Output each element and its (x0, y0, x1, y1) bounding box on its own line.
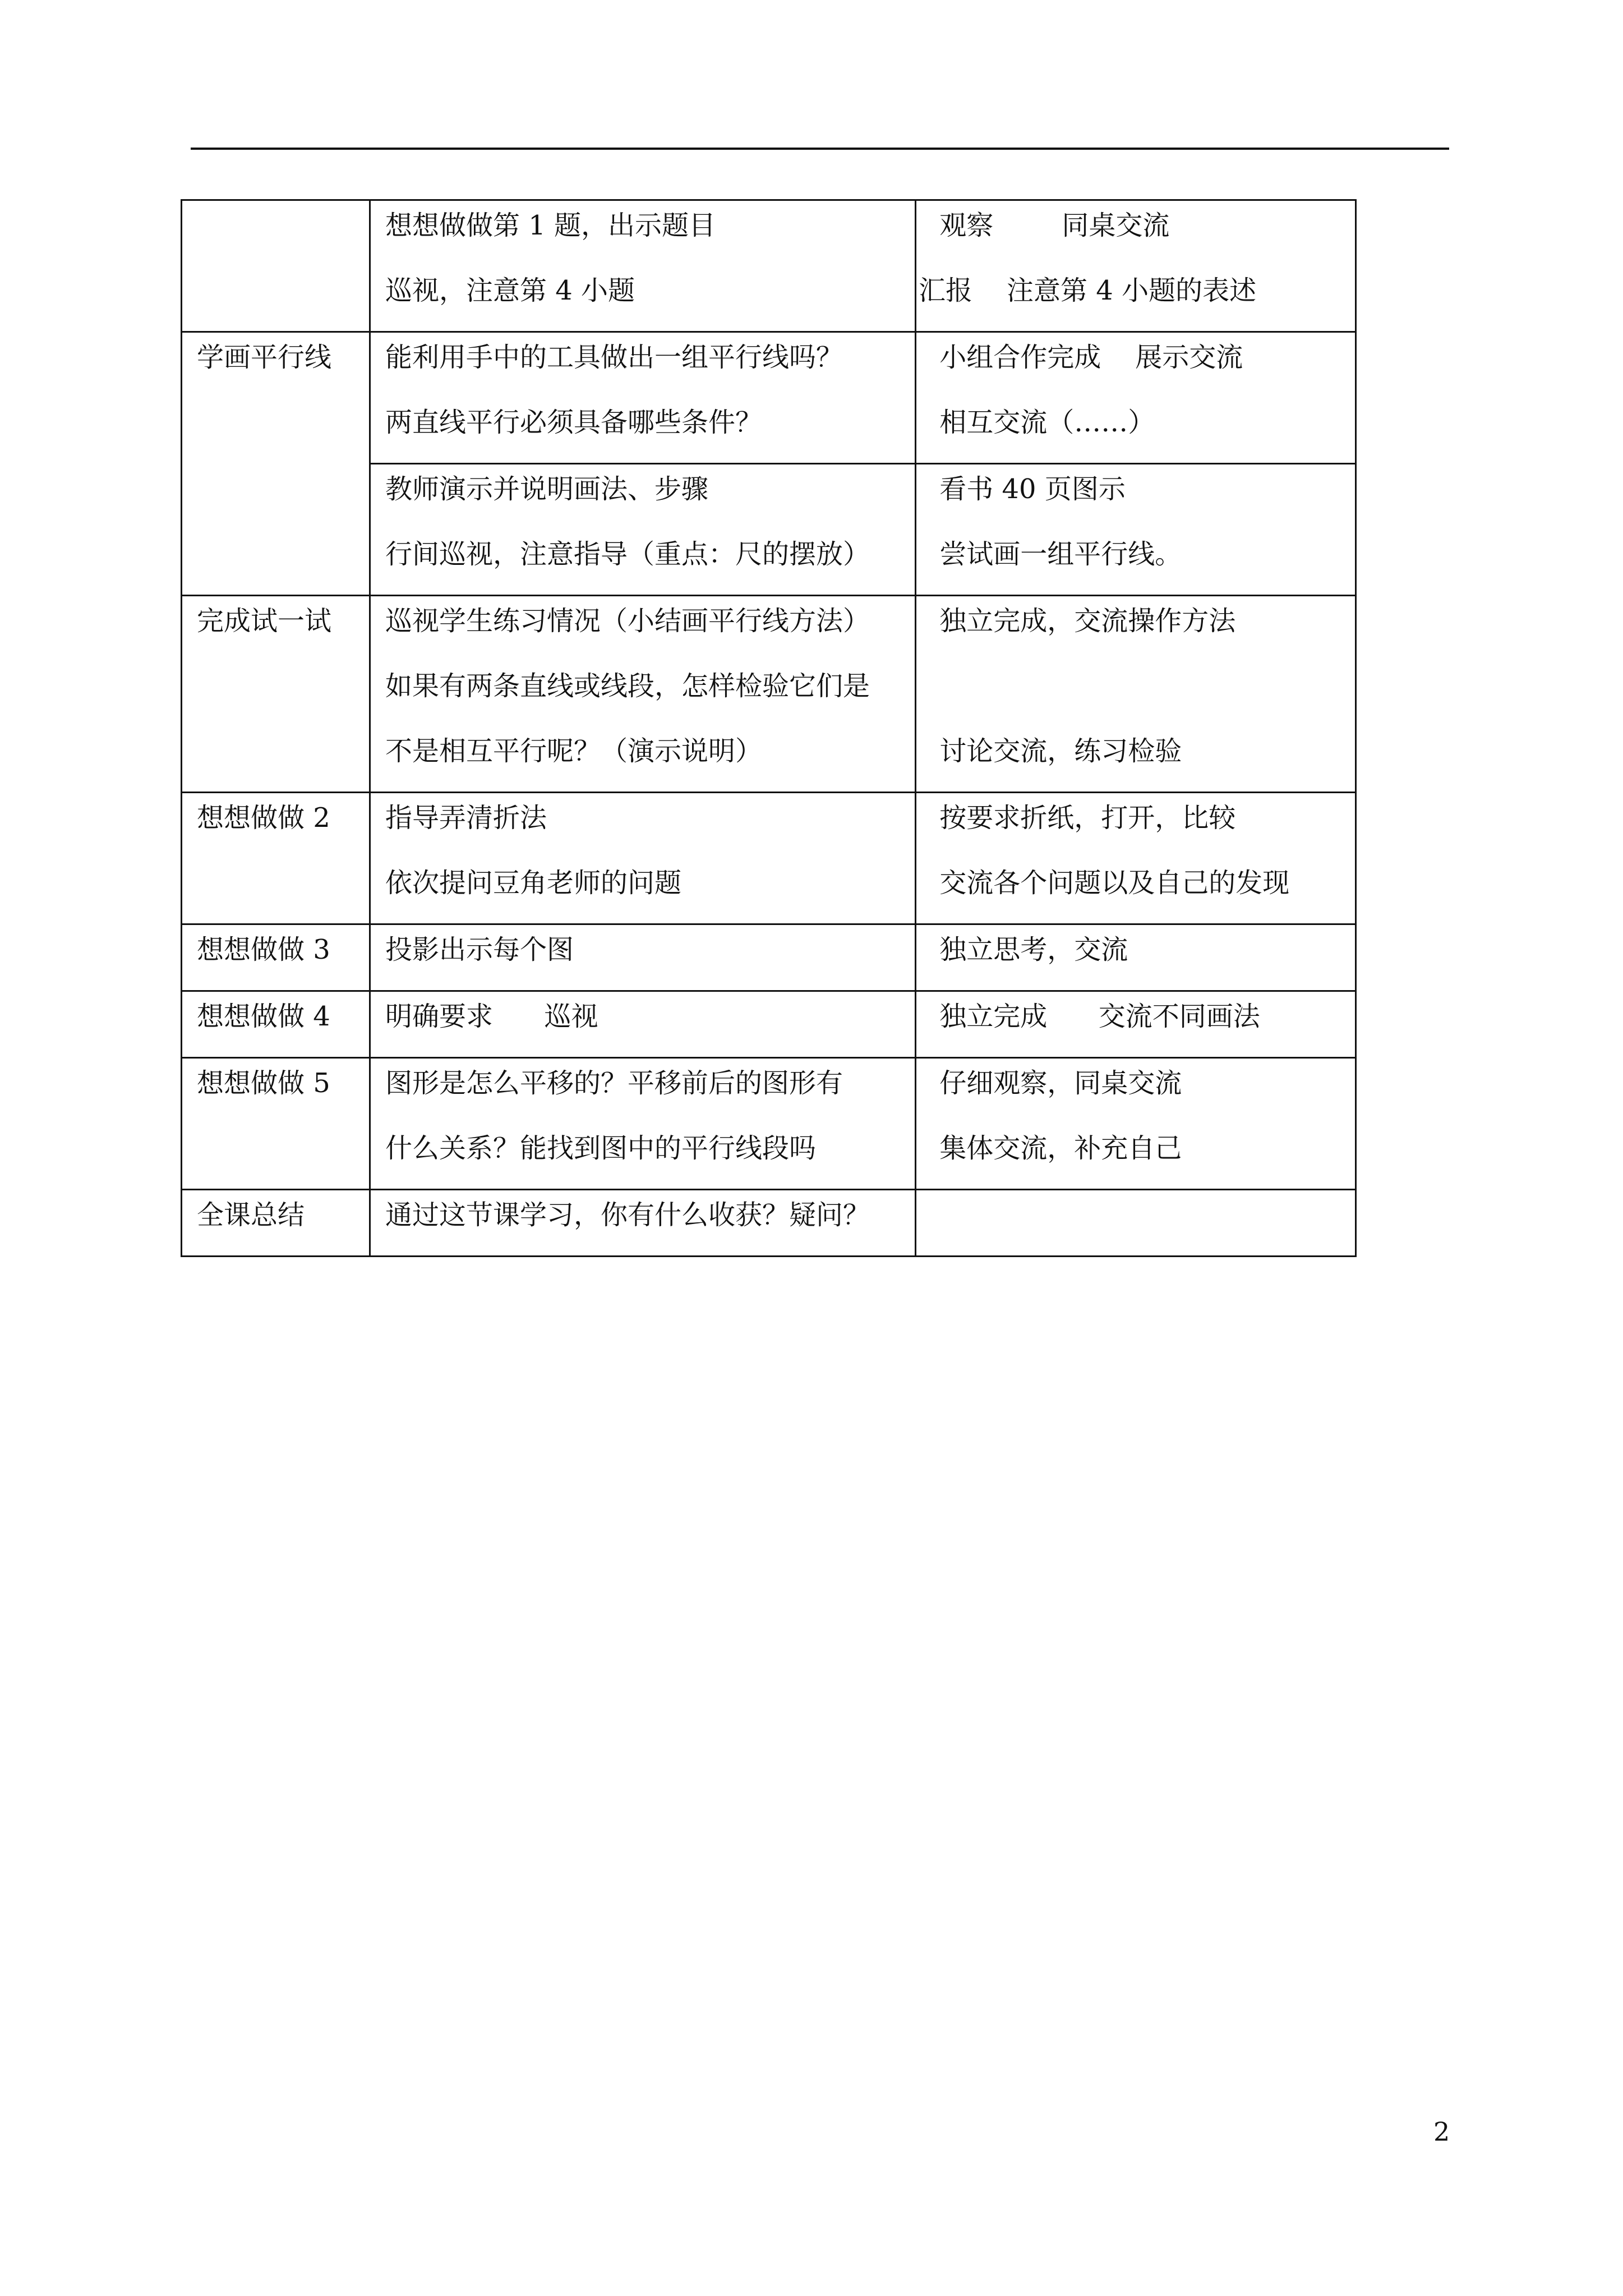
teacher-activity-line: 投影出示每个图 (385, 934, 574, 965)
teacher-activity-line: 巡视学生练习情况（小结画平行线方法） (385, 605, 870, 637)
student-activity-line: 交流各个问题以及自己的发现 (931, 867, 1290, 899)
stage-cell (182, 924, 370, 991)
stage-cell (182, 332, 370, 596)
student-activity-line: 相互交流（……） (931, 407, 1155, 438)
stage-cell (182, 1058, 370, 1190)
student-activity-line: 小组合作完成 展示交流 (931, 342, 1243, 373)
stage-label: 想想做做 4 (197, 1001, 330, 1032)
student-activity-line: 独立完成 交流不同画法 (931, 1001, 1260, 1032)
teacher-activity-line: 巡视，注意第 4 小题 (385, 275, 635, 306)
stage-label: 学画平行线 (197, 342, 332, 373)
teacher-activity-cell (370, 332, 916, 464)
teacher-activity-line: 想想做做第 1 题，出示题目 (385, 210, 716, 241)
student-activity-line: 集体交流，补充自己 (931, 1133, 1182, 1164)
student-activity-line: 讨论交流，练习检验 (931, 735, 1182, 767)
table-row (182, 596, 1356, 793)
teacher-activity-cell (370, 991, 916, 1058)
table-row (182, 924, 1356, 991)
teacher-activity-cell (370, 464, 916, 596)
teacher-activity-line: 两直线平行必须具备哪些条件？ (385, 407, 763, 438)
student-activity-line (931, 654, 1340, 719)
teacher-activity-cell (370, 1058, 916, 1190)
student-activity-line: 按要求折纸，打开，比较 (931, 802, 1236, 834)
stage-cell (182, 991, 370, 1058)
table-row (182, 200, 1356, 332)
student-activity-line: 汇报 注意第 4 小题的表述 (919, 275, 1257, 306)
teacher-activity-cell (370, 200, 916, 332)
teacher-activity-line: 图形是怎么平移的？平移前后的图形有 (385, 1068, 843, 1099)
student-activity-line: 仔细观察，同桌交流 (931, 1068, 1182, 1099)
teacher-activity-cell (370, 924, 916, 991)
header-rule (191, 148, 1449, 150)
student-activity-cell (916, 793, 1356, 924)
stage-label: 想想做做 5 (197, 1068, 330, 1099)
table-row (182, 1058, 1356, 1190)
table-row (182, 793, 1356, 924)
teacher-activity-cell (370, 1190, 916, 1257)
teacher-activity-line: 依次提问豆角老师的问题 (385, 867, 682, 899)
stage-label: 想想做做 2 (197, 802, 330, 834)
lesson-plan-body (182, 200, 1356, 1257)
lesson-plan-table (181, 199, 1357, 1257)
student-activity-line: 独立完成，交流操作方法 (931, 605, 1236, 637)
teacher-activity-line: 教师演示并说明画法、步骤 (385, 473, 709, 505)
stage-cell (182, 200, 370, 332)
teacher-activity-line: 什么关系？能找到图中的平行线段吗 (385, 1133, 817, 1164)
student-activity-cell (916, 200, 1356, 332)
student-activity-cell (916, 332, 1356, 464)
table-row (182, 1190, 1356, 1257)
teacher-activity-line: 能利用手中的工具做出一组平行线吗？ (385, 342, 843, 373)
stage-label: 完成试一试 (197, 605, 332, 637)
page-number: 2 (1433, 2116, 1450, 2147)
teacher-activity-line: 指导弄清折法 (385, 802, 547, 834)
student-activity-line: 尝试画一组平行线。 (931, 539, 1182, 570)
student-activity-cell (916, 924, 1356, 991)
stage-label: 想想做做 3 (197, 934, 330, 965)
student-activity-cell (916, 991, 1356, 1058)
stage-cell (182, 1190, 370, 1257)
student-activity-cell (916, 464, 1356, 596)
student-activity-cell (916, 1058, 1356, 1190)
student-activity-line: 独立思考，交流 (931, 934, 1128, 965)
student-activity-line: 观察 同桌交流 (931, 210, 1170, 241)
stage-cell (182, 596, 370, 793)
student-activity-line: 看书 40 页图示 (931, 473, 1126, 505)
teacher-activity-cell (370, 793, 916, 924)
stage-cell (182, 793, 370, 924)
teacher-activity-line: 明确要求 巡视 (385, 1001, 598, 1032)
student-activity-cell (916, 596, 1356, 793)
teacher-activity-line: 行间巡视，注意指导（重点：尺的摆放） (385, 539, 870, 570)
teacher-activity-line: 如果有两条直线或线段，怎样检验它们是 (385, 670, 870, 702)
teacher-activity-cell (370, 596, 916, 793)
table-row (182, 332, 1356, 464)
stage-label: 全课总结 (197, 1199, 305, 1231)
teacher-activity-line: 不是相互平行呢？（演示说明） (385, 735, 763, 767)
teacher-activity-line: 通过这节课学习，你有什么收获？疑问？ (385, 1199, 870, 1231)
table-row (182, 991, 1356, 1058)
student-activity-cell (916, 1190, 1356, 1257)
